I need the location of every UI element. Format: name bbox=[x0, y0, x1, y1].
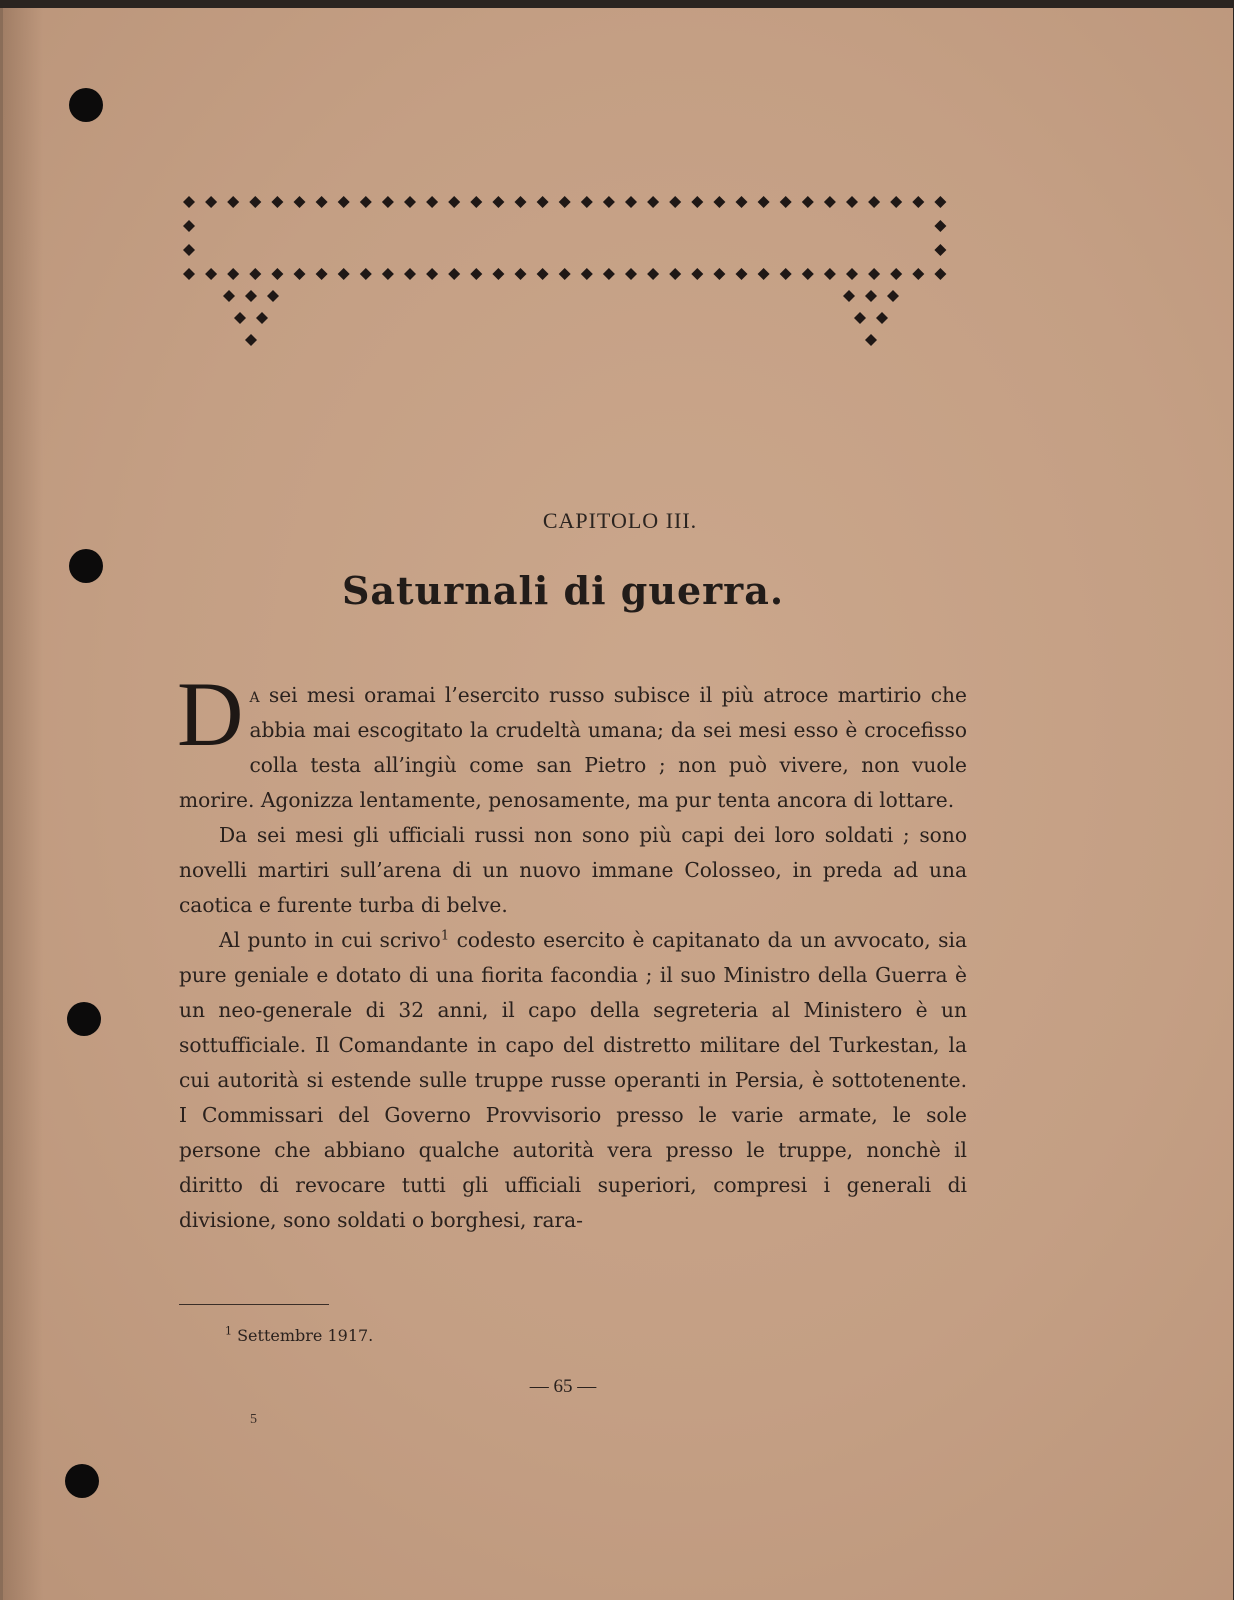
footnote-divider bbox=[179, 1304, 329, 1305]
ornament-diamond bbox=[758, 196, 770, 208]
ornament-diamond bbox=[183, 268, 195, 280]
ornament-diamond bbox=[448, 268, 460, 280]
ornament-diamond bbox=[316, 268, 328, 280]
ornament-diamond bbox=[559, 196, 571, 208]
ornament-diamond bbox=[223, 290, 235, 302]
footnote-mark: 1 bbox=[225, 1324, 232, 1338]
ornament-diamond bbox=[691, 268, 703, 280]
ornament-diamond bbox=[537, 268, 549, 280]
paragraph-2: Da sei mesi gli ufficiali russi non sono più capi dei loro soldati ; sono novelli martiri sull’arena di un nuovo immane Colosseo, in preda ad una caotica e furente turba di belve. bbox=[179, 823, 967, 917]
ornament-diamond bbox=[691, 196, 703, 208]
ornament-diamond bbox=[470, 268, 482, 280]
ornament-diamond bbox=[382, 196, 394, 208]
ornament-diamond bbox=[736, 196, 748, 208]
ornament-diamond bbox=[876, 312, 888, 324]
ornament-diamond bbox=[271, 268, 283, 280]
ornament-diamond bbox=[736, 268, 748, 280]
ornament-diamond bbox=[934, 244, 946, 256]
ornament-diamond bbox=[205, 196, 217, 208]
ornament-diamond bbox=[846, 268, 858, 280]
ornament-diamond bbox=[912, 196, 924, 208]
ornament-diamond bbox=[249, 268, 261, 280]
ornament-diamond bbox=[890, 196, 902, 208]
book-page bbox=[0, 8, 1233, 1600]
ornament-diamond bbox=[912, 268, 924, 280]
ornament-diamond bbox=[360, 268, 372, 280]
ornament-diamond bbox=[492, 268, 504, 280]
ornament-diamond bbox=[887, 290, 899, 302]
ornament-diamond bbox=[183, 196, 195, 208]
ornament-diamond bbox=[205, 268, 217, 280]
ornament-diamond bbox=[865, 334, 877, 346]
drop-cap: D bbox=[177, 663, 244, 765]
ornament-diamond bbox=[647, 268, 659, 280]
ornament-diamond bbox=[647, 196, 659, 208]
ornament-diamond bbox=[227, 268, 239, 280]
footnote-text: Settembre 1917. bbox=[232, 1326, 374, 1345]
binder-hole-3 bbox=[67, 1002, 101, 1036]
ornament-diamond bbox=[890, 268, 902, 280]
drop-cap-continuation: a bbox=[249, 683, 260, 707]
ornament-diamond bbox=[470, 196, 482, 208]
ornament-diamond bbox=[492, 196, 504, 208]
ornament-diamond bbox=[426, 196, 438, 208]
ornament-diamond bbox=[183, 244, 195, 256]
diamond-ornament-headpiece bbox=[183, 194, 963, 364]
ornament-diamond bbox=[316, 196, 328, 208]
ornament-diamond bbox=[515, 268, 527, 280]
ornament-diamond bbox=[360, 196, 372, 208]
ornament-diamond bbox=[934, 196, 946, 208]
ornament-diamond bbox=[669, 268, 681, 280]
binder-hole-4 bbox=[65, 1464, 99, 1498]
ornament-diamond bbox=[934, 220, 946, 232]
paragraph-3-text-a: Al punto in cui scrivo bbox=[219, 928, 441, 952]
ornament-diamond bbox=[802, 196, 814, 208]
ornament-diamond bbox=[854, 312, 866, 324]
ornament-diamond bbox=[537, 196, 549, 208]
footnote bbox=[225, 1326, 373, 1345]
ornament-diamond bbox=[603, 196, 615, 208]
ornament-diamond bbox=[868, 268, 880, 280]
signature-mark: 5 bbox=[250, 1412, 257, 1427]
ornament-diamond bbox=[581, 196, 593, 208]
ornament-diamond bbox=[802, 268, 814, 280]
ornament-diamond bbox=[271, 196, 283, 208]
ornament-diamond bbox=[183, 220, 195, 232]
ornament-diamond bbox=[780, 196, 792, 208]
paragraph-3 bbox=[179, 923, 967, 1238]
ornament-diamond bbox=[426, 268, 438, 280]
ornament-diamond bbox=[824, 268, 836, 280]
ornament-diamond bbox=[603, 268, 615, 280]
ornament-diamond bbox=[404, 268, 416, 280]
ornament-diamond bbox=[267, 290, 279, 302]
ornament-diamond bbox=[713, 196, 725, 208]
ornament-diamond bbox=[868, 196, 880, 208]
ornament-diamond bbox=[234, 312, 246, 324]
ornament-diamond bbox=[338, 268, 350, 280]
page-number: — 65 — bbox=[529, 1376, 597, 1397]
chapter-label: CAPITOLO III. bbox=[542, 508, 698, 533]
ornament-diamond bbox=[245, 290, 257, 302]
chapter-title: Saturnali di guerra. bbox=[341, 568, 785, 613]
ornament-diamond bbox=[227, 196, 239, 208]
paragraph-1 bbox=[177, 663, 967, 818]
ornament-diamond bbox=[934, 268, 946, 280]
ornament-diamond bbox=[865, 290, 877, 302]
ornament-diamond bbox=[294, 196, 306, 208]
ornament-diamond bbox=[669, 196, 681, 208]
ornament-diamond bbox=[780, 268, 792, 280]
body-text bbox=[177, 663, 967, 1238]
ornament-diamond bbox=[448, 196, 460, 208]
paragraph-1-text: sei mesi oramai l’esercito russo subisce il più atroce martirio che abbia mai escogitato la crudeltà umana; da sei mesi esso è crocefisso colla testa all’ingiù come san Pietro ; non può vivere, non vuole morire. Agonizza lentamente, penosamente, ma pur tenta ancora di lottare. bbox=[179, 683, 967, 812]
ornament-diamond bbox=[824, 196, 836, 208]
ornament-diamond bbox=[382, 268, 394, 280]
ornament-diamond bbox=[625, 196, 637, 208]
binder-hole-1 bbox=[69, 88, 103, 122]
ornament-diamond bbox=[256, 312, 268, 324]
ornament-diamond bbox=[294, 268, 306, 280]
ornament-diamond bbox=[249, 196, 261, 208]
ornament-diamond bbox=[515, 196, 527, 208]
ornament-diamond bbox=[245, 334, 257, 346]
ornament-diamond bbox=[581, 268, 593, 280]
ornament-diamond bbox=[625, 268, 637, 280]
paragraph-3-text-b: codesto esercito è capitanato da un avvocato, sia pure geniale e dotato di una fiorita facondia ; il suo Ministro della Guerra è un neo-generale di 32 anni, il capo della segreteria al Ministero è un sottufficiale. Il Comandante in capo del distretto militare del Turkestan, la cui autorità si estende sulle truppe russe operanti in Persia, è sottotenente. I Commissari del Governo Provvisorio presso le varie armate, le sole persone che abbiano qualche autorità vera presso le truppe, nonchè il diritto di revocare tutti gli ufficiali superiori, compresi i generali di divisione, sono soldati o borghesi, rara- bbox=[179, 928, 967, 1232]
ornament-diamond bbox=[846, 196, 858, 208]
ornament-diamond bbox=[338, 196, 350, 208]
ornament-diamond bbox=[404, 196, 416, 208]
ornament-diamond bbox=[713, 268, 725, 280]
ornament-diamond bbox=[758, 268, 770, 280]
ornament-diamond bbox=[843, 290, 855, 302]
footnote-reference: 1 bbox=[440, 928, 450, 944]
ornament-diamond bbox=[559, 268, 571, 280]
